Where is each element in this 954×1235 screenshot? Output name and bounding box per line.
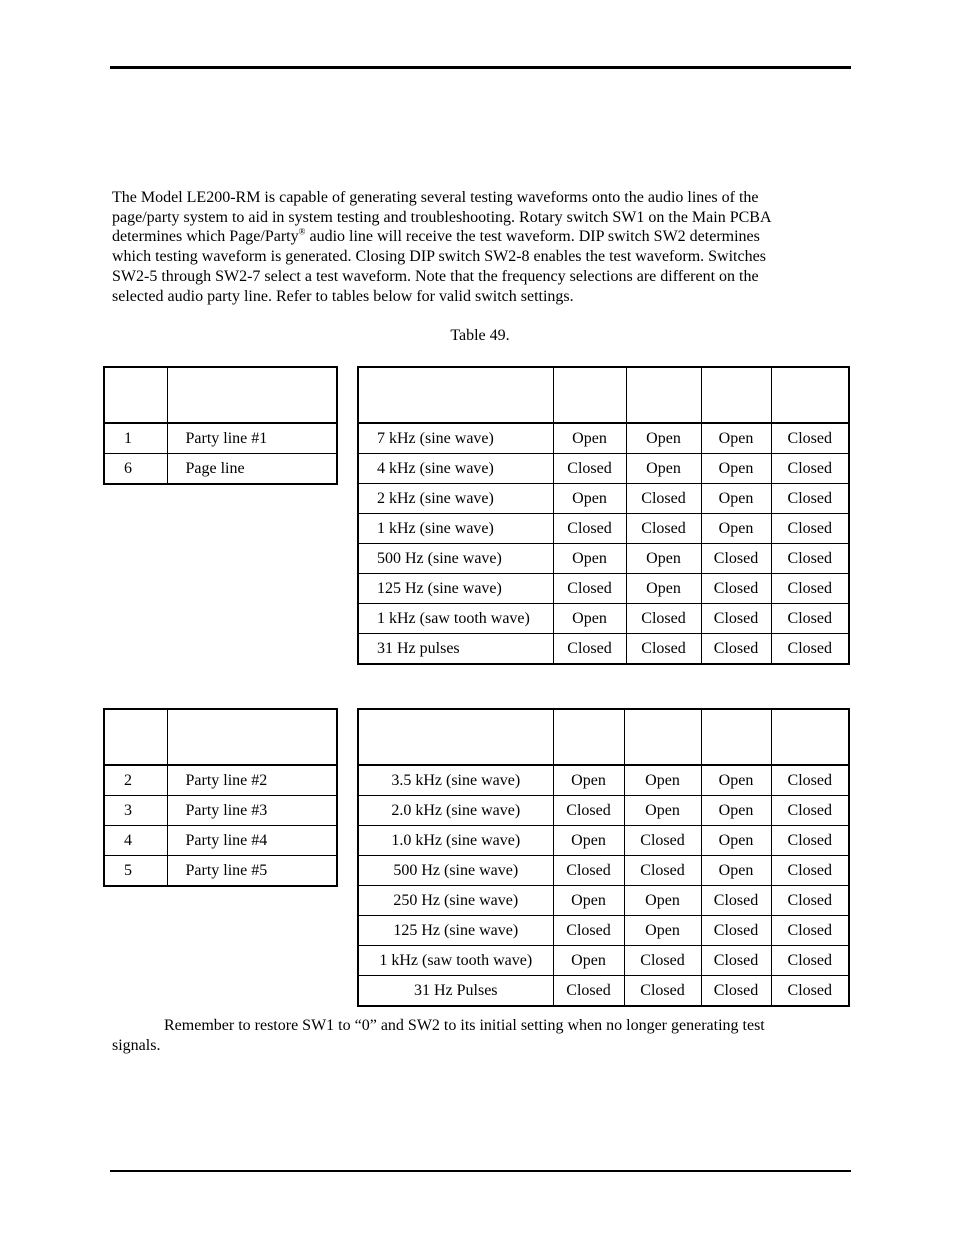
sw2-6-cell: Closed: [624, 826, 701, 856]
line-cell: Party line #4: [167, 826, 337, 856]
header-cell: [626, 367, 701, 423]
sw2-7-cell: Open: [701, 484, 771, 514]
table-caption: Table 49.: [450, 327, 510, 344]
intro-line-5: SW2-5 through SW2-7 select a test waveform. Note that the frequency selections are different on the: [112, 267, 759, 285]
sw2-8-cell: Closed: [771, 423, 849, 454]
sw2-6-cell: Closed: [624, 976, 701, 1007]
sw2-5-cell: Closed: [553, 634, 626, 665]
sw2-7-cell: Closed: [701, 976, 771, 1007]
sw2-7-cell: Open: [701, 856, 771, 886]
sw2-8-cell: Closed: [771, 856, 849, 886]
table-row: [358, 574, 849, 604]
footer-rule: [110, 1170, 851, 1172]
sw2-5-cell: Closed: [553, 796, 624, 826]
sw2-6-cell: Open: [624, 765, 701, 796]
sw2-6-cell: Open: [624, 796, 701, 826]
table-row: [104, 796, 337, 826]
table2-sw1-positions: [103, 708, 338, 887]
sw2-7-cell: Open: [701, 514, 771, 544]
sw2-5-cell: Open: [553, 765, 624, 796]
table-header-row: [358, 367, 849, 423]
table1-waveforms: [357, 366, 850, 665]
sw2-7-cell: Open: [701, 765, 771, 796]
waveform-cell: 125 Hz (sine wave): [358, 574, 553, 604]
sw2-7-cell: Closed: [701, 916, 771, 946]
sw2-5-cell: Closed: [553, 916, 624, 946]
sw2-7-cell: Closed: [701, 886, 771, 916]
waveform-cell: 31 Hz Pulses: [358, 976, 553, 1007]
table-row: [358, 544, 849, 574]
intro-line-3a: determines which Page/Party: [112, 228, 299, 246]
closing-line-1: [112, 1016, 852, 1036]
table-header-row: [104, 709, 337, 765]
sw2-6-cell: Closed: [624, 856, 701, 886]
position-cell: 6: [104, 454, 167, 485]
table-row: [358, 454, 849, 484]
intro-line-6: selected audio party line. Refer to tables below for valid switch settings.: [112, 287, 574, 305]
waveform-cell: 7 kHz (sine wave): [358, 423, 553, 454]
sw2-8-cell: Closed: [771, 634, 849, 665]
header-cell: [104, 709, 167, 765]
sw2-5-cell: Closed: [553, 454, 626, 484]
line-cell: Party line #1: [167, 423, 337, 454]
sw2-8-cell: Closed: [771, 544, 849, 574]
sw2-5-cell: Open: [553, 604, 626, 634]
header-cell: [553, 709, 624, 765]
intro-paragraph: [112, 188, 852, 306]
header-rule: [110, 66, 851, 69]
header-cell: [167, 367, 337, 423]
position-cell: 3: [104, 796, 167, 826]
sw2-5-cell: Open: [553, 544, 626, 574]
sw2-5-cell: Open: [553, 484, 626, 514]
sw2-8-cell: Closed: [771, 916, 849, 946]
waveform-cell: 125 Hz (sine wave): [358, 916, 553, 946]
header-cell: [358, 367, 553, 423]
sw2-7-cell: Open: [701, 826, 771, 856]
table-row: [358, 916, 849, 946]
table-header-row: [104, 367, 337, 423]
sw2-6-cell: Closed: [626, 634, 701, 665]
sw2-5-cell: Open: [553, 423, 626, 454]
sw2-8-cell: Closed: [771, 886, 849, 916]
waveform-cell: 1.0 kHz (sine wave): [358, 826, 553, 856]
sw2-5-cell: Closed: [553, 514, 626, 544]
sw2-8-cell: Closed: [771, 484, 849, 514]
sw2-6-cell: Open: [624, 886, 701, 916]
header-cell: [701, 709, 771, 765]
intro-line-3b: audio line will receive the test waveform. DIP switch SW2 determines: [305, 228, 760, 246]
waveform-cell: 500 Hz (sine wave): [358, 856, 553, 886]
closing-line-2: signals.: [112, 1037, 161, 1054]
sw2-7-cell: Open: [701, 796, 771, 826]
sw2-6-cell: Open: [624, 916, 701, 946]
sw2-8-cell: Closed: [771, 574, 849, 604]
sw2-7-cell: Closed: [701, 634, 771, 665]
sw2-6-cell: Open: [626, 423, 701, 454]
closing-line-1-text: Remember to restore SW1 to “0” and SW2 to its initial setting when no longer generating test: [164, 1017, 765, 1034]
line-cell: Party line #3: [167, 796, 337, 826]
sw2-6-cell: Closed: [624, 946, 701, 976]
waveform-cell: 250 Hz (sine wave): [358, 886, 553, 916]
table-row: [104, 454, 337, 485]
sw2-7-cell: Closed: [701, 946, 771, 976]
header-cell: [358, 709, 553, 765]
waveform-cell: 1 kHz (sine wave): [358, 514, 553, 544]
line-cell: Party line #2: [167, 765, 337, 796]
waveform-cell: 31 Hz pulses: [358, 634, 553, 665]
sw2-5-cell: Closed: [553, 574, 626, 604]
position-cell: 5: [104, 856, 167, 887]
sw2-6-cell: Open: [626, 544, 701, 574]
waveform-cell: 1 kHz (saw tooth wave): [358, 604, 553, 634]
sw2-6-cell: Open: [626, 454, 701, 484]
table-row: [358, 634, 849, 665]
position-cell: 4: [104, 826, 167, 856]
intro-line-3: [112, 227, 852, 247]
sw2-5-cell: Open: [553, 946, 624, 976]
sw2-8-cell: Closed: [771, 796, 849, 826]
sw2-6-cell: Open: [626, 574, 701, 604]
sw2-6-cell: Closed: [626, 514, 701, 544]
sw2-7-cell: Closed: [701, 544, 771, 574]
table-row: [358, 826, 849, 856]
intro-line-4: which testing waveform is generated. Closing DIP switch SW2-8 enables the test waveform. Switches: [112, 248, 766, 266]
line-cell: Page line: [167, 454, 337, 485]
sw2-7-cell: Closed: [701, 574, 771, 604]
waveform-cell: 2.0 kHz (sine wave): [358, 796, 553, 826]
table-row: [358, 886, 849, 916]
table-row: [358, 796, 849, 826]
waveform-cell: 500 Hz (sine wave): [358, 544, 553, 574]
waveform-cell: 4 kHz (sine wave): [358, 454, 553, 484]
sw2-8-cell: Closed: [771, 976, 849, 1007]
sw2-8-cell: Closed: [771, 514, 849, 544]
sw2-8-cell: Closed: [771, 604, 849, 634]
table-row: [104, 826, 337, 856]
header-cell: [624, 709, 701, 765]
sw2-6-cell: Closed: [626, 604, 701, 634]
sw2-7-cell: Open: [701, 454, 771, 484]
position-cell: 1: [104, 423, 167, 454]
closing-paragraph: [112, 1016, 852, 1056]
header-cell: [104, 367, 167, 423]
sw2-7-cell: Closed: [701, 604, 771, 634]
sw2-5-cell: Open: [553, 886, 624, 916]
sw2-5-cell: Closed: [553, 856, 624, 886]
table-row: [358, 946, 849, 976]
sw2-7-cell: Open: [701, 423, 771, 454]
registered-mark: ®: [298, 227, 306, 238]
intro-line-2: page/party system to aid in system testing and troubleshooting. Rotary switch SW1 on the Main PCBA: [112, 208, 772, 226]
table-row: [358, 423, 849, 454]
waveform-cell: 3.5 kHz (sine wave): [358, 765, 553, 796]
header-cell: [553, 367, 626, 423]
table-row: [358, 604, 849, 634]
header-cell: [701, 367, 771, 423]
waveform-cell: 1 kHz (saw tooth wave): [358, 946, 553, 976]
table-row: [358, 484, 849, 514]
sw2-8-cell: Closed: [771, 946, 849, 976]
waveform-cell: 2 kHz (sine wave): [358, 484, 553, 514]
table2-waveforms: [357, 708, 850, 1007]
sw2-8-cell: Closed: [771, 454, 849, 484]
table-row: [104, 765, 337, 796]
table-row: [104, 856, 337, 887]
header-cell: [167, 709, 337, 765]
line-cell: Party line #5: [167, 856, 337, 887]
table-row: [358, 765, 849, 796]
table-row: [358, 856, 849, 886]
table1-sw1-positions: [103, 366, 338, 485]
sw2-6-cell: Closed: [626, 484, 701, 514]
sw2-8-cell: Closed: [771, 826, 849, 856]
table-header-row: [358, 709, 849, 765]
header-cell: [771, 367, 849, 423]
table-row: [104, 423, 337, 454]
position-cell: 2: [104, 765, 167, 796]
sw2-5-cell: Open: [553, 826, 624, 856]
sw2-5-cell: Closed: [553, 976, 624, 1007]
table-row: [358, 514, 849, 544]
header-cell: [771, 709, 849, 765]
intro-line-1: The Model LE200-RM is capable of generating several testing waveforms onto the audio lines of the: [112, 189, 759, 206]
table-row: [358, 976, 849, 1007]
sw2-8-cell: Closed: [771, 765, 849, 796]
